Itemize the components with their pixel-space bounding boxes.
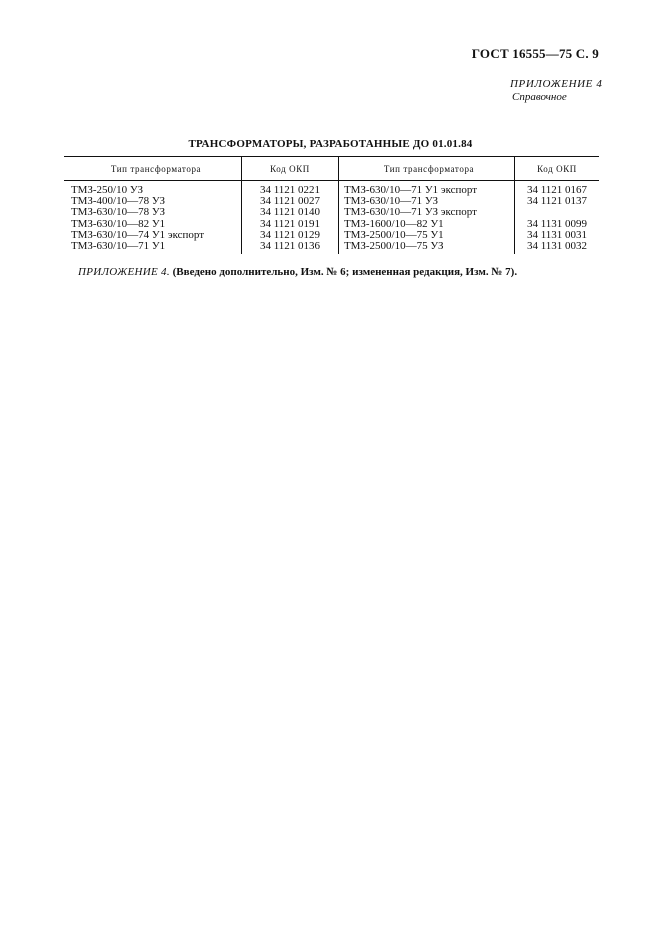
cell-type: ТМЗ-630/10—78 УЗ	[64, 207, 242, 218]
cell-code: 34 1121 0167	[526, 184, 588, 196]
cell-code: 34 1121 0136	[242, 241, 339, 254]
cell-type: ТМЗ-630/10—71 У1 экспорт	[339, 181, 515, 197]
footnote-label: ПРИЛОЖЕНИЕ 4.	[78, 266, 170, 278]
cell-code: 34 1131 0099	[526, 217, 588, 230]
appendix-title: ПРИЛОЖЕНИЕ 4	[510, 78, 603, 90]
cell-type: ТМЗ-1600/10—82 У1	[339, 219, 515, 230]
appendix-label-block	[510, 78, 602, 103]
column-header-code-right: Код ОКП	[515, 157, 600, 181]
table-row	[64, 241, 599, 254]
cell-type: ТМЗ-400/10—78 УЗ	[64, 196, 242, 207]
footnote	[78, 266, 517, 278]
cell-code: 34 1121 0221	[242, 181, 339, 197]
transformer-table	[64, 156, 599, 254]
cell-type: ТМЗ-2500/10—75 У1	[339, 230, 515, 241]
table-row	[64, 181, 599, 197]
cell-type: ТМЗ-2500/10—75 УЗ	[339, 241, 515, 254]
column-header-code-left: Код ОКП	[242, 157, 339, 181]
cell-type: ТМЗ-630/10—74 У1 экспорт	[64, 230, 242, 241]
table-header	[64, 157, 599, 181]
cell-type: ТМЗ-630/10—71 УЗ	[339, 196, 515, 207]
cell-type: ТМЗ-250/10 УЗ	[64, 181, 242, 197]
table-title: ТРАНСФОРМАТОРЫ, РАЗРАБОТАННЫЕ ДО 01.01.84	[188, 138, 473, 150]
cell-code: 34 1131 0031	[526, 228, 588, 241]
cell-code: 34 1121 0137	[526, 195, 588, 208]
document-reference: ГОСТ 16555—75 С. 9	[471, 46, 599, 61]
cell-code: 34 1121 0140	[242, 207, 339, 218]
table-header-row	[64, 157, 599, 181]
appendix-subtitle: Справочное	[512, 91, 567, 103]
cell-code	[515, 207, 600, 218]
cell-code: 34 1121 0129	[242, 230, 339, 241]
table-body	[64, 181, 599, 255]
column-header-type-left: Тип трансформатора	[64, 157, 242, 181]
cell-type: ТМЗ-630/10—71 У1	[64, 241, 242, 254]
cell-code: 34 1131 0032	[526, 240, 588, 253]
footnote-text: (Введено дополнительно, Изм. № 6; измененная редакция, Изм. № 7).	[172, 266, 518, 278]
cell-type: ТМЗ-630/10—71 УЗ экспорт	[339, 207, 515, 218]
cell-code: 34 1121 0027	[242, 196, 339, 207]
column-header-type-right: Тип трансформатора	[339, 157, 515, 181]
cell-type: ТМЗ-630/10—82 У1	[64, 219, 242, 230]
table-row	[64, 207, 599, 218]
cell-code: 34 1121 0191	[242, 219, 339, 230]
